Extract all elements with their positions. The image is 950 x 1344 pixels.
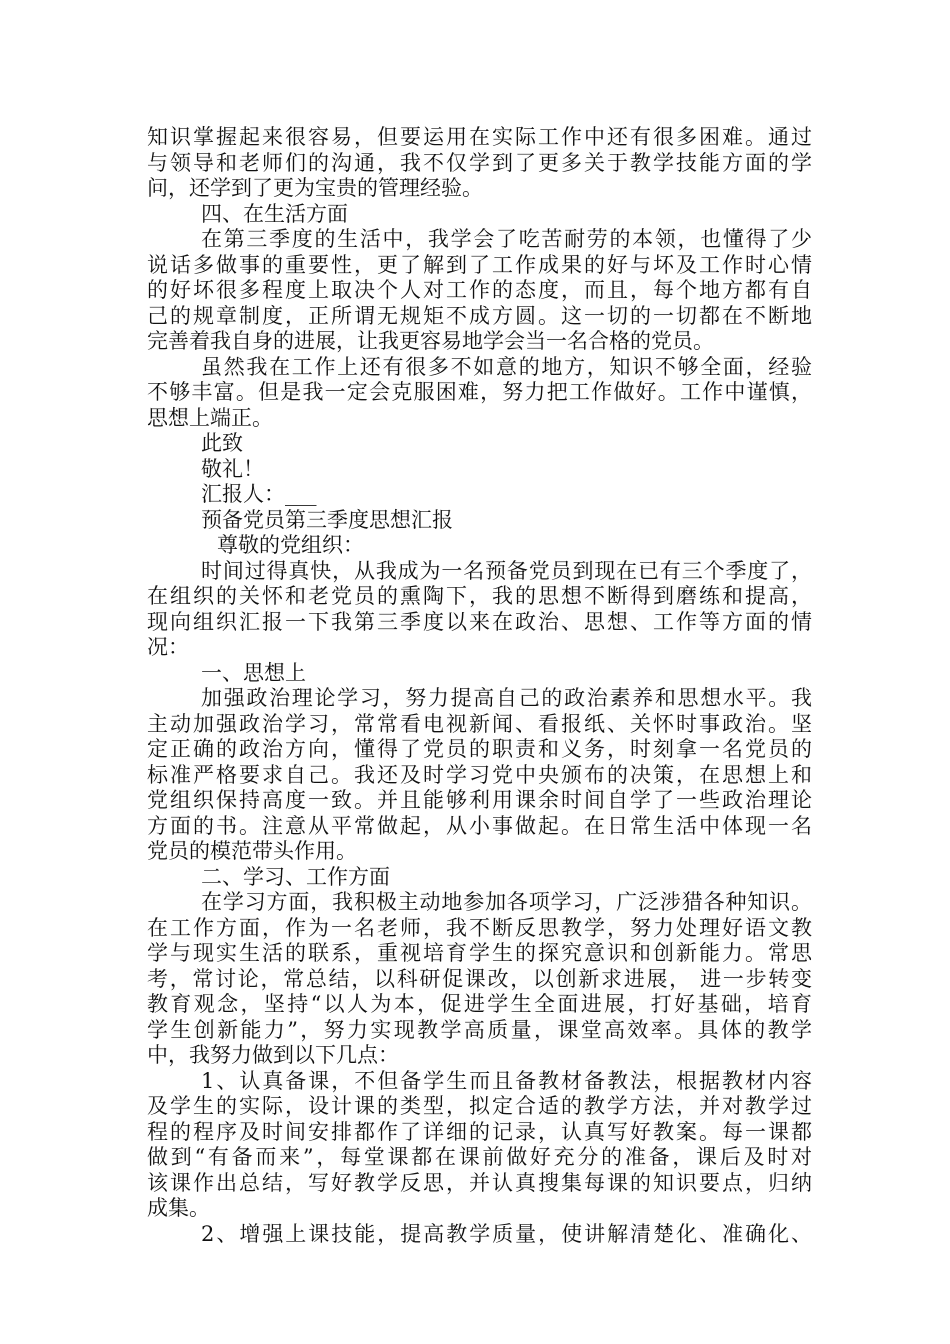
text-line: 与领导和老师们的沟通，我不仅学到了更多关于教学技能方面的学 (147, 150, 812, 175)
text-line: 做到“有备而来”，每堂课都在课前做好充分的准备，课后及时对 (147, 1145, 812, 1169)
text-line: 在第三季度的生活中，我学会了吃苦耐劳的本领，也懂得了少 (201, 227, 812, 251)
text-line: 问，还学到了更为宝贵的管理经验。 (147, 176, 483, 200)
text-line: 标准严格要求自己。我还及时学习党中央颁布的决策，在思想上和 (147, 762, 812, 787)
text-line: 教育观念，坚持“以人为本，促进学生全面进展，打好基础，培育 (147, 992, 812, 1016)
text-line: 预备党员第三季度思想汇报 (201, 507, 453, 532)
text-line: 党员的模范带头作用。 (147, 839, 357, 863)
text-line: 敬礼！ (201, 456, 264, 481)
text-line: 在组织的关怀和老党员的熏陶下，我的思想不断得到磨练和提高， (147, 584, 812, 608)
text-line: 定正确的政治方向，懂得了党员的职责和义务，时刻拿一名党员的 (147, 737, 812, 761)
text-line: 程的程序及时间安排都作了详细的记录，认真写好教案。每一课都 (147, 1119, 812, 1144)
text-line: 中，我努力做到以下几点： (147, 1043, 399, 1067)
text-line: 考，常讨论，常总结，以科研促课改，以创新求进展， 进一步转变 (147, 966, 812, 991)
text-line: 不够丰富。但是我一定会克服困难，努力把工作做好。工作中谨慎， (147, 380, 812, 404)
text-line: 此致 (201, 431, 243, 455)
text-line: 汇报人：___ (201, 482, 317, 506)
text-line: 及学生的实际，设计课的类型，拟定合适的教学方法，并对教学过 (147, 1094, 812, 1118)
text-line: 在学习方面，我积极主动地参加各项学习，广泛涉猎各种知识。 (201, 890, 812, 914)
text-line: 尊敬的党组织： (217, 533, 364, 557)
text-line: 完善着我自身的进展，让我更容易地学会当一名合格的党员。 (147, 329, 714, 353)
text-line: 况： (147, 635, 189, 659)
text-line: 己的规章制度，正所谓无规矩不成方圆。这一切的一切都在不断地 (147, 303, 812, 328)
text-line: 主动加强政治学习，常常看电视新闻、看报纸、关怀时事政治。坚 (147, 711, 812, 736)
text-line: 该课作出总结，写好教学反思，并认真搜集每课的知识要点，归纳 (147, 1170, 812, 1195)
text-line: 成集。 (147, 1196, 210, 1220)
text-line: 时间过得真快，从我成为一名预备党员到现在已有三个季度了， (201, 558, 812, 583)
document-body (147, 125, 812, 1247)
text-line: 二、学习、工作方面 (201, 864, 390, 889)
text-line: 说话多做事的重要性，更了解到了工作成果的好与坏及工作时心情 (147, 252, 812, 277)
text-line: 学与现实生活的联系，重视培育学生的探究意识和创新能力。常思 (147, 941, 812, 965)
text-line: 思想上端正。 (147, 405, 273, 430)
text-line: 加强政治理论学习，努力提高自己的政治素养和思想水平。我 (201, 686, 812, 710)
text-line: 一、思想上 (201, 660, 306, 685)
text-line: 现向组织汇报一下我第三季度以来在政治、思想、工作等方面的情 (147, 609, 812, 634)
text-line: 的好坏很多程度上取决个人对工作的态度，而且，每个地方都有自 (147, 278, 812, 302)
text-line: 虽然我在工作上还有很多不如意的地方，知识不够全面，经验 (201, 354, 812, 379)
text-line: 1、认真备课，不但备学生而且备教材备教法，根据教材内容 (201, 1068, 812, 1093)
text-line: 2、增强上课技能，提高教学质量，使讲解清楚化、准确化、 (201, 1221, 812, 1246)
text-line: 学生创新能力”，努力实现教学高质量，课堂高效率。具体的教学 (147, 1017, 812, 1042)
text-line: 知识掌握起来很容易，但要运用在实际工作中还有很多困难。通过 (147, 125, 812, 149)
text-line: 四、在生活方面 (201, 201, 348, 226)
text-line: 方面的书。注意从平常做起，从小事做起。在日常生活中体现一名 (147, 813, 812, 838)
text-line: 在工作方面，作为一名老师，我不断反思教学，努力处理好语文教 (147, 915, 812, 940)
text-line: 党组织保持高度一致。并且能够利用课余时间自学了一些政治理论 (147, 788, 812, 812)
